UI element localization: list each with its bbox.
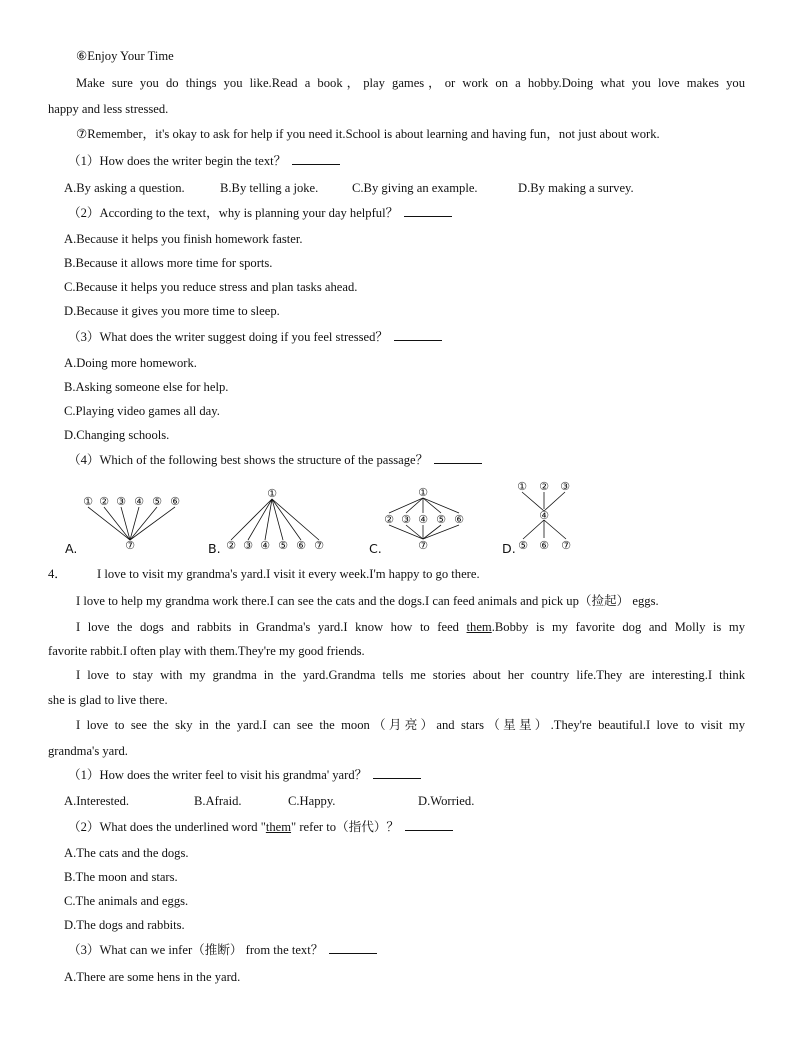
- option-d[interactable]: D.The dogs and rabbits.: [64, 918, 185, 932]
- paragraph-7: ⑦Remember，it's okay to ask for help if you need it.School is about learning and having fun，not just about work.: [76, 127, 660, 141]
- answer-blank[interactable]: [405, 819, 453, 831]
- passage-4-line-2: I love to help my grandma work there.I can see the cats and the dogs.I can feed animals and pick up（捡起） eggs.: [76, 594, 659, 608]
- passage-4-line-3: I love the dogs and rabbits in Grandma's yard.I know how to feed them.Bobby is my favorite dog and Molly is my: [76, 620, 745, 634]
- passage-4-line-5: I love to stay with my grandma in the yard.Grandma tells me stories about her country life.They are interesting.I think: [76, 668, 745, 682]
- option-a[interactable]: A.Because it helps you finish homework faster.: [64, 232, 303, 246]
- passage-4-line-6: she is glad to live there.: [48, 693, 168, 707]
- node-label: ④: [260, 539, 270, 552]
- question-stem: （2）According to the text，why is planning your day helpful？: [68, 205, 452, 221]
- node-label: ⑤: [278, 539, 288, 552]
- node-label: ②: [384, 513, 394, 526]
- node-label: ④: [418, 513, 428, 526]
- answer-blank[interactable]: [394, 329, 442, 341]
- option-c[interactable]: C.Because it helps you reduce stress and plan tasks ahead.: [64, 280, 358, 294]
- diagram-option-d[interactable]: D.: [502, 541, 516, 556]
- node-label: ⑥: [296, 539, 306, 552]
- option-a[interactable]: A.Doing more homework.: [64, 356, 197, 370]
- question-stem: （1）How does the writer begin the text？: [68, 153, 340, 169]
- option-a[interactable]: A.Interested.: [64, 794, 130, 808]
- question-stem: （3）What can we infer（推断） from the text？: [68, 942, 377, 958]
- option-c[interactable]: C.By giving an example.: [352, 181, 478, 195]
- structure-diagrams: [0, 474, 793, 560]
- node-label: ⑦: [314, 539, 324, 552]
- node-label: ⑥: [454, 513, 464, 526]
- underlined-word: them: [466, 620, 492, 634]
- passage-4-line-8: grandma's yard.: [48, 744, 128, 758]
- node-label: ④: [134, 495, 144, 508]
- passage-4-line-1: I love to visit my grandma's yard.I visit it every week.I'm happy to go there.: [97, 567, 480, 581]
- question-stem: （4）Which of the following best shows the structure of the passage？: [68, 452, 482, 468]
- passage-4-line-4: favorite rabbit.I often play with them.They're my good friends.: [48, 644, 365, 658]
- node-label: ②: [539, 480, 549, 493]
- question-stem: （1）How does the writer feel to visit his grandma' yard？: [68, 767, 421, 783]
- node-label: ③: [243, 539, 253, 552]
- diagram-option-c[interactable]: C.: [369, 541, 382, 556]
- option-b[interactable]: B.Afraid.: [194, 794, 242, 808]
- node-label: ⑤: [152, 495, 162, 508]
- option-a[interactable]: A.The cats and the dogs.: [64, 846, 189, 860]
- node-label: ⑦: [125, 539, 135, 552]
- node-label: ③: [116, 495, 126, 508]
- answer-blank[interactable]: [292, 153, 340, 165]
- node-label: ⑤: [518, 539, 528, 552]
- question-stem: （2）What does the underlined word "them" refer to（指代）？: [68, 819, 453, 835]
- paragraph-6-heading: ⑥Enjoy Your Time: [76, 49, 174, 63]
- option-b[interactable]: B.Asking someone else for help.: [64, 380, 229, 394]
- question-stem: （3）What does the writer suggest doing if you feel stressed？: [68, 329, 442, 345]
- node-label: ⑥: [539, 539, 549, 552]
- option-b[interactable]: B.By telling a joke.: [220, 181, 319, 195]
- node-label: ②: [99, 495, 109, 508]
- node-label: ⑦: [418, 539, 428, 552]
- option-d[interactable]: D.Worried.: [418, 794, 475, 808]
- node-label: ③: [401, 513, 411, 526]
- question-number: 4．: [48, 567, 67, 581]
- option-b[interactable]: B.The moon and stars.: [64, 870, 178, 884]
- node-label: ④: [539, 509, 549, 522]
- option-a[interactable]: A.There are some hens in the yard.: [64, 970, 241, 984]
- node-label: ⑤: [436, 513, 446, 526]
- node-label: ①: [418, 486, 428, 499]
- node-label: ②: [226, 539, 236, 552]
- option-a[interactable]: A.By asking a question.: [64, 181, 185, 195]
- option-c[interactable]: C.Happy.: [288, 794, 336, 808]
- option-c[interactable]: C.The animals and eggs.: [64, 894, 189, 908]
- option-d[interactable]: D.By making a survey.: [518, 181, 634, 195]
- node-label: ①: [267, 487, 277, 500]
- answer-blank[interactable]: [373, 767, 421, 779]
- answer-blank[interactable]: [329, 942, 377, 954]
- paragraph-6-line-2: happy and less stressed.: [48, 102, 169, 116]
- node-label: ①: [83, 495, 93, 508]
- option-b[interactable]: B.Because it allows more time for sports.: [64, 256, 273, 270]
- option-c[interactable]: C.Playing video games all day.: [64, 404, 220, 418]
- diagram-option-b[interactable]: B.: [208, 541, 221, 556]
- option-d[interactable]: D.Because it gives you more time to sleep.: [64, 304, 280, 318]
- node-label: ①: [517, 480, 527, 493]
- answer-blank[interactable]: [404, 205, 452, 217]
- answer-blank[interactable]: [434, 452, 482, 464]
- node-label: ⑥: [170, 495, 180, 508]
- diagram-option-a[interactable]: A.: [65, 541, 78, 556]
- node-label: ⑦: [561, 539, 571, 552]
- passage-4-line-7: I love to see the sky in the yard.I can see the moon（月亮）and stars（星星）.They're beautiful.I love to visit my: [76, 718, 745, 732]
- paragraph-6-line-1: Make sure you do things you like.Read a book，play games，or work on a hobby.Doing what you love makes you: [76, 76, 745, 90]
- option-d[interactable]: D.Changing schools.: [64, 428, 170, 442]
- node-label: ③: [560, 480, 570, 493]
